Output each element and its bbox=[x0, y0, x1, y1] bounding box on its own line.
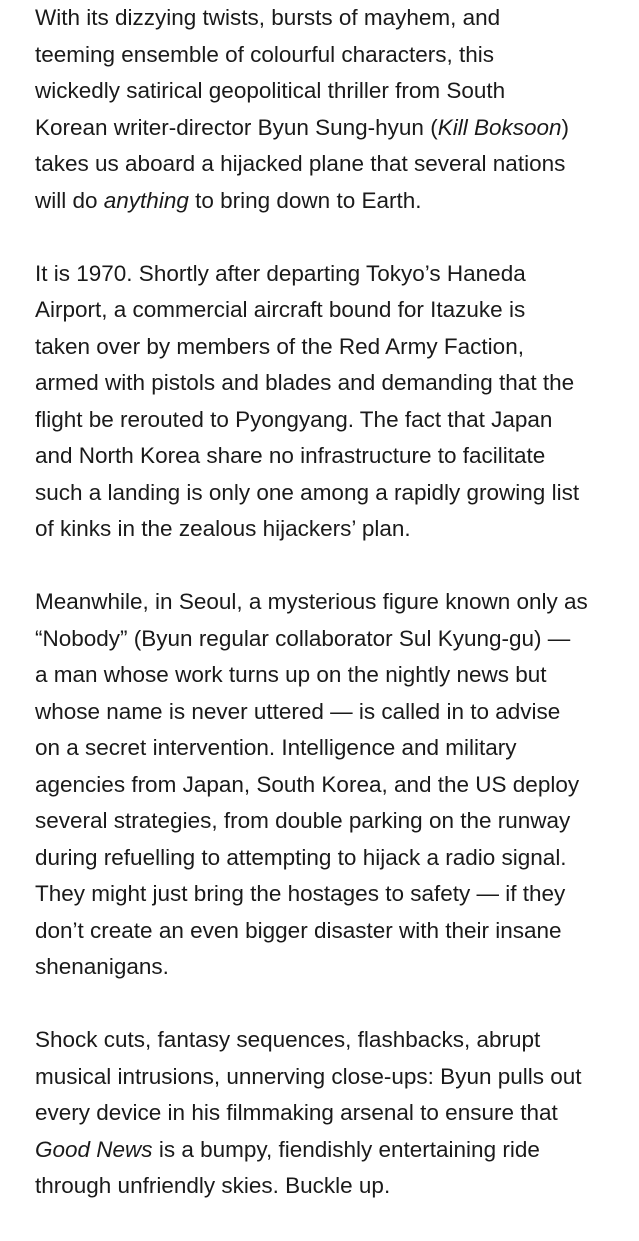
text-run: of kinks in the zealous hijackers’ plan. bbox=[35, 516, 411, 541]
text-run: wickedly satirical geopolitical thriller from South bbox=[35, 78, 506, 103]
paragraph-line bbox=[35, 329, 635, 366]
text-run: agencies from Japan, South Korea, and the US deploy bbox=[35, 771, 580, 797]
paragraph-line bbox=[35, 1022, 635, 1059]
text-run: don’t create an even bigger disaster with their insane bbox=[35, 917, 562, 943]
text-run: It is 1970. Shortly after departing Tokyo’s Haneda bbox=[35, 260, 526, 286]
text-run: will do bbox=[35, 187, 104, 213]
film-title-kill-boksoon: Kill Boksoon bbox=[437, 114, 562, 140]
article-body bbox=[35, 0, 635, 1241]
text-run: teeming ensemble of colourful characters, this bbox=[35, 41, 494, 67]
text-run: Meanwhile, in Seoul, a mysterious figure known only as bbox=[35, 589, 588, 614]
paragraph-line bbox=[35, 657, 635, 694]
paragraph-line bbox=[35, 1132, 635, 1169]
text-run: whose name is never uttered — is called in to advise bbox=[35, 698, 561, 724]
paragraph-line bbox=[35, 292, 635, 329]
paragraph-line bbox=[35, 584, 635, 621]
paragraph-line bbox=[35, 694, 635, 731]
paragraph-line bbox=[35, 183, 635, 220]
paragraph-2 bbox=[35, 256, 635, 548]
text-run: a man whose work turns up on the nightly news but bbox=[35, 662, 547, 687]
paragraph-line bbox=[35, 37, 635, 74]
text-run: ) bbox=[561, 114, 570, 140]
paragraph-line bbox=[35, 256, 635, 293]
paragraph-line bbox=[35, 876, 635, 913]
text-run: shenanigans. bbox=[35, 954, 169, 979]
text-run: flight be rerouted to Pyongyang. The fact that Japan bbox=[35, 406, 553, 432]
paragraph-3 bbox=[35, 584, 635, 986]
paragraph-line bbox=[35, 913, 635, 950]
paragraph-line bbox=[35, 146, 635, 183]
paragraph-line bbox=[35, 621, 635, 658]
paragraph-line bbox=[35, 475, 635, 512]
emphasis-anything: anything bbox=[103, 187, 189, 213]
paragraph-line bbox=[35, 1059, 635, 1096]
paragraph-line bbox=[35, 365, 635, 402]
text-run: on a secret intervention. Intelligence and military bbox=[35, 735, 517, 760]
text-run: several strategies, from double parking on the runway bbox=[35, 808, 571, 833]
text-run: “Nobody” (Byun regular collaborator Sul Kyung-gu) — bbox=[35, 625, 571, 651]
text-run: takes us aboard a hijacked plane that several nations bbox=[35, 151, 566, 176]
text-run: during refuelling to attempting to hijack a radio signal. bbox=[35, 844, 567, 870]
text-run: armed with pistols and blades and demanding that the bbox=[35, 370, 575, 395]
text-run: to bring down to Earth. bbox=[188, 187, 422, 213]
text-run: such a landing is only one among a rapidly growing list bbox=[35, 479, 580, 505]
text-run: taken over by members of the Red Army Faction, bbox=[35, 333, 524, 359]
paragraph-line bbox=[35, 949, 635, 986]
text-run: through unfriendly skies. Buckle up. bbox=[35, 1173, 391, 1198]
paragraph-line bbox=[35, 110, 635, 147]
paragraph-4 bbox=[35, 1022, 635, 1205]
paragraph-line bbox=[35, 840, 635, 877]
paragraph-line bbox=[35, 803, 635, 840]
film-title-good-news: Good News bbox=[35, 1136, 153, 1162]
text-run: Shock cuts, fantasy sequences, flashbacks, abrupt bbox=[35, 1027, 541, 1052]
text-run: Korean writer-director Byun Sung-hyun ( bbox=[35, 114, 438, 140]
paragraph-line bbox=[35, 438, 635, 475]
paragraph-line bbox=[35, 402, 635, 439]
text-run: is a bumpy, fiendishly entertaining ride bbox=[152, 1136, 540, 1162]
paragraph-line bbox=[35, 1095, 635, 1132]
paragraph-1 bbox=[35, 0, 635, 219]
text-run: With its dizzying twists, bursts of mayhem, and bbox=[35, 5, 501, 30]
text-run: every device in his filmmaking arsenal to ensure that bbox=[35, 1100, 558, 1125]
paragraph-line bbox=[35, 511, 635, 548]
paragraph-line bbox=[35, 730, 635, 767]
text-run: and North Korea share no infrastructure to facilitate bbox=[35, 443, 546, 468]
text-run: Airport, a commercial aircraft bound for Itazuke is bbox=[35, 297, 526, 322]
text-run: musical intrusions, unnerving close-ups: Byun pulls out bbox=[35, 1063, 582, 1089]
paragraph-line bbox=[35, 767, 635, 804]
paragraph-line bbox=[35, 0, 635, 37]
paragraph-line bbox=[35, 1168, 635, 1205]
paragraph-line bbox=[35, 73, 635, 110]
text-run: They might just bring the hostages to safety — if they bbox=[35, 881, 566, 906]
